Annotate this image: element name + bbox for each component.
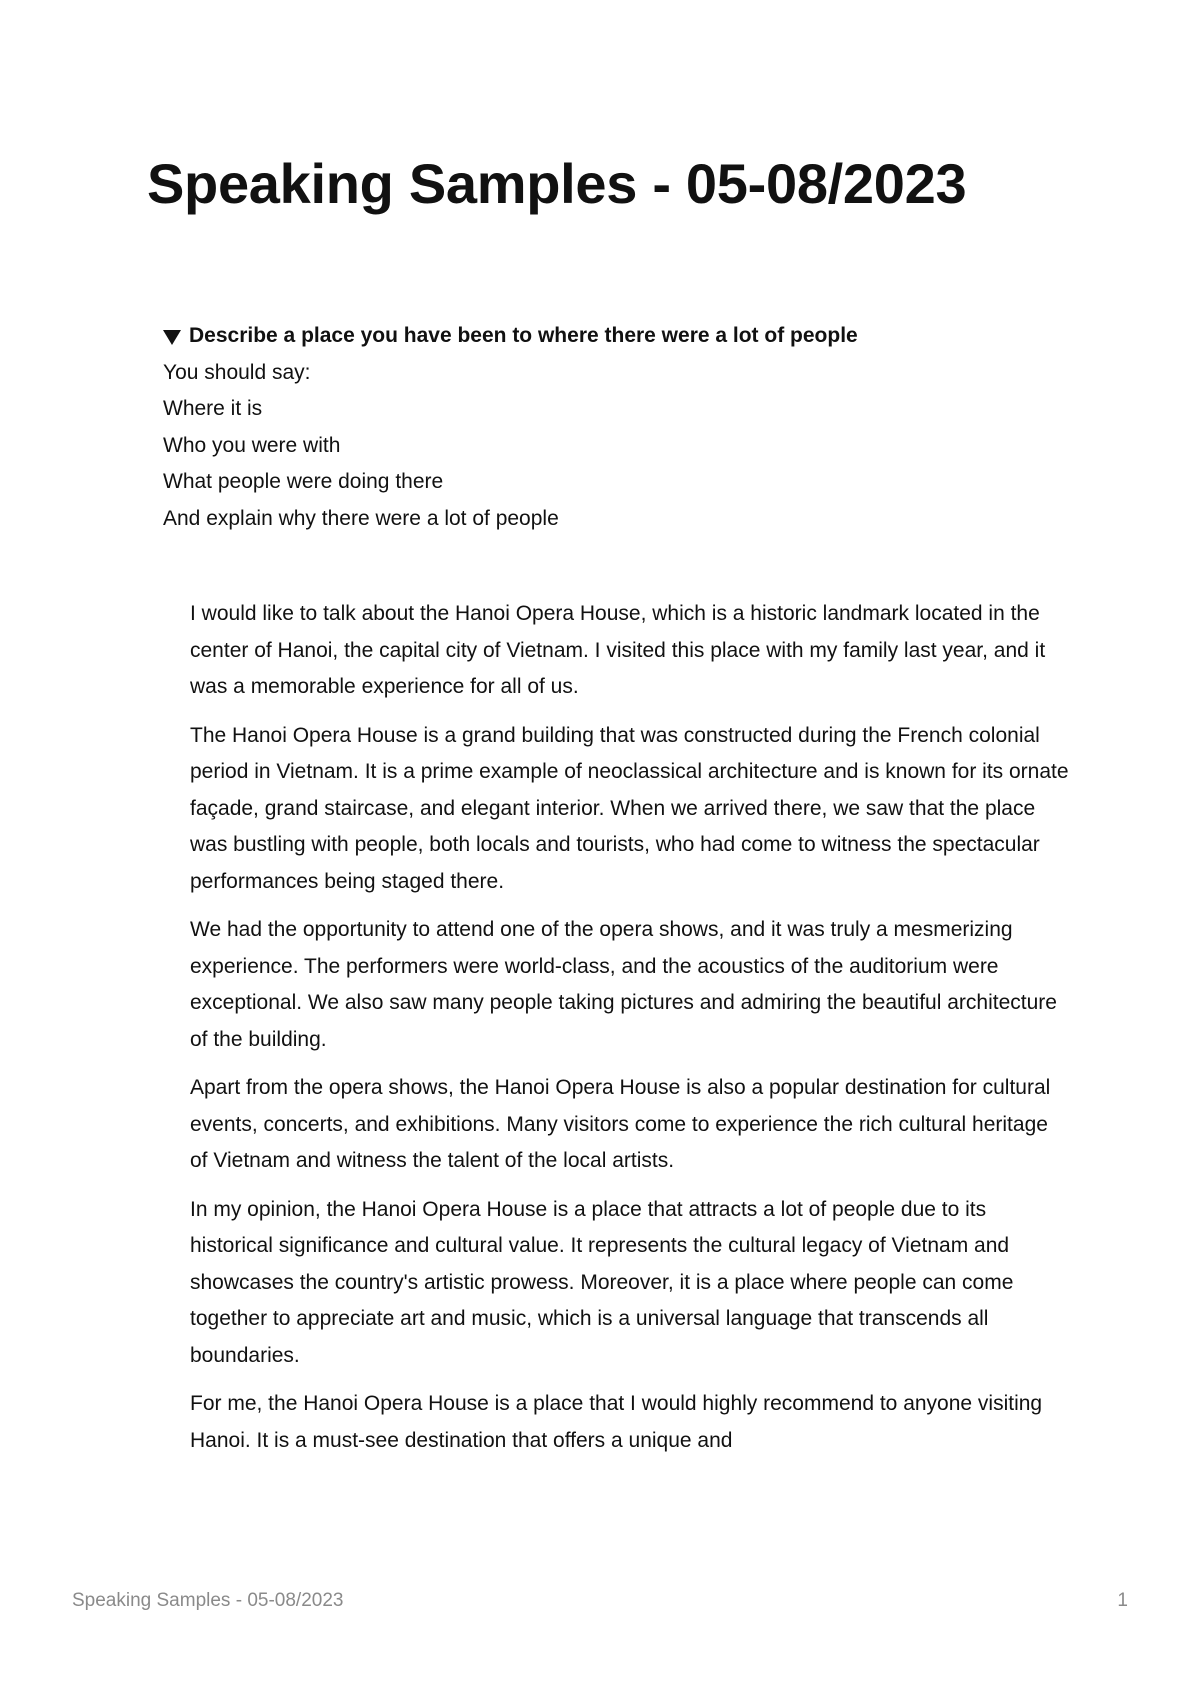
question-heading: Describe a place you have been to where there were a lot of people	[189, 324, 858, 347]
question-toggle-header[interactable]	[163, 318, 1083, 355]
footer-title: Speaking Samples - 05-08/2023	[72, 1590, 344, 1611]
prompt-line-2: Where it is	[163, 397, 263, 420]
prompt-line-1: You should say:	[163, 360, 311, 384]
answer-body	[190, 596, 1070, 1471]
question-toggle-block	[163, 318, 1083, 537]
answer-paragraph-4: Apart from the opera shows, the Hanoi Opera House is also a popular destination for cultural events, concerts, and exhibitions. Many visitors come to experience the rich cultural heritage of Vietnam and witness the talent of the local artists.	[190, 1076, 1051, 1172]
page-title: Speaking Samples - 05-08/2023	[147, 152, 967, 215]
prompt-line-3: Who you were with	[163, 433, 341, 457]
prompt-line-4: What people were doing there	[163, 470, 444, 493]
answer-paragraph-3: We had the opportunity to attend one of the opera shows, and it was truly a mesmerizing experience. The performers were world-class, and the acoustics of the auditorium were exceptional. We also saw many people taking pictures and admiring the beautiful architecture of the building.	[190, 918, 1057, 1051]
footer-page-number: 1	[1117, 1590, 1128, 1611]
answer-paragraph-5: In my opinion, the Hanoi Opera House is a place that attracts a lot of people due to its historical significance and cultural value. It represents the cultural legacy of Vietnam and showcases the country's artistic prowess. Moreover, it is a place where people can come together to appreciate art and music, which is a universal language that transcends all boundaries.	[190, 1197, 1014, 1367]
answer-paragraph-1: I would like to talk about the Hanoi Opera House, which is a historic landmark located in the center of Hanoi, the capital city of Vietnam. I visited this place with my family last year, and it was a memorable experience for all of us.	[190, 602, 1046, 698]
answer-paragraph-2: The Hanoi Opera House is a grand building that was constructed during the French colonial period in Vietnam. It is a prime example of neoclassical architecture and is known for its ornate façade, grand staircase, and elegant interior. When we arrived there, we saw that the place was bustling with people, both locals and tourists, who had come to witness the spectacular performances being staged there.	[190, 723, 1069, 893]
answer-paragraph-6: For me, the Hanoi Opera House is a place that I would highly recommend to anyone visiting Hanoi. It is a must-see destination that offers a unique and	[190, 1392, 1043, 1452]
triangle-down-icon[interactable]	[163, 330, 181, 345]
prompt-line-5: And explain why there were a lot of people	[163, 506, 559, 530]
